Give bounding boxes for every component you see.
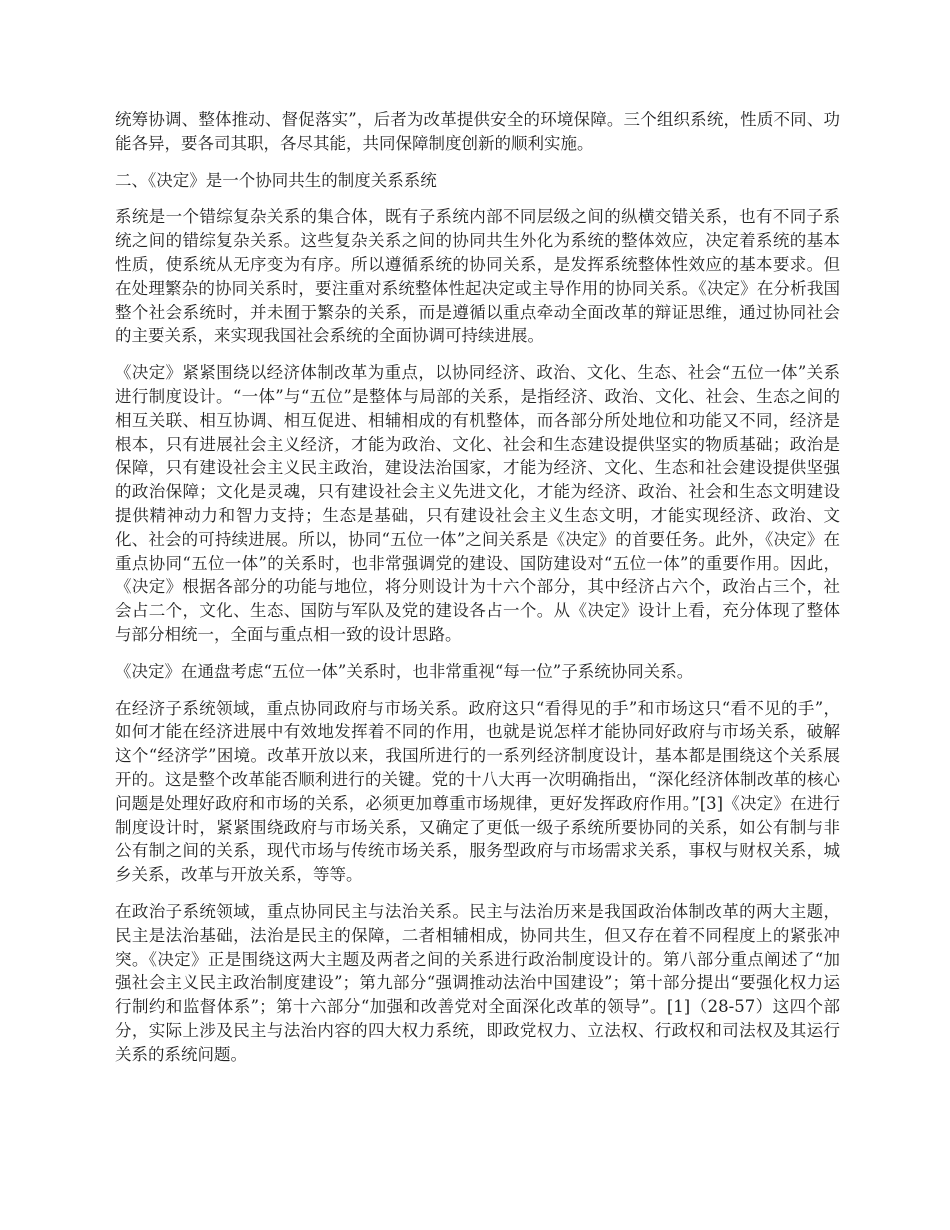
paragraph: 《决定》紧紧围绕以经济体制改革为重点，以协同经济、政治、文化、生态、社会“五位一体”关系进行制度设计。“一体”与“五位”是整体与局部的关系，是指经济、政治、文化、社会、生态之间的相互关联、相互协调、相互促进、相辅相成的有机整体，而各部分所处地位和功能又不同，经济是根本，只有进展社会主义经济，才能为政治、文化、社会和生态建设提供坚实的物质基础；政治是保障，只有建设社会主义民主政治，建设法治国家，才能为经济、文化、生态和社会建设提供坚强的政治保障；文化是灵魂，只有建设社会主义先进文化，才能为经济、政治、社会和生态文明建设提供精神动力和智力支持；生态是基础，只有建设社会主义生态文明，才能实现经济、政治、文化、社会的可持续进展。所以，协同“五位一体”之间关系是《决定》的首要任务。此外，《决定》在重点协同“五位一体”的关系时，也非常强调党的建设、国防建设对“五位一体”的重要作用。因此，《决定》根据各部分的功能与地位，将分则设计为十六个部分，其中经济占六个，政治占三个，社会占二个，文化、生态、国防与军队及党的建设各占一个。从《决定》设计上看，充分体现了整体与部分相统一，全面与重点相一致的设计思路。 <box>115 363 840 644</box>
paragraph: 在经济子系统领域，重点协同政府与市场关系。政府这只“看得见的手”和市场这只“看不见的手”，如何才能在经济进展中有效地发挥着不同的作用，也就是说怎样才能协同好政府与市场关系，破解这个“经济学”困境。改革开放以来，我国所进行的一系列经济制度设计，基本都是围绕这个关系展开的。这是整个改革能否顺利进行的关键。党的十八大再一次明确指出，“深化经济体制改革的核心问题是处理好政府和市场的关系，必须更加尊重市场规律，更好发挥政府作用。”[3]《决定》在进行制度设计时，紧紧围绕政府与市场关系，又确定了更低一级子系统所要协同的关系，如公有制与非公有制之间的关系，现代市场与传统市场关系，服务型政府与市场需求关系，事权与财权关系，城乡关系，改革与开放关系，等等。 <box>115 698 840 885</box>
paragraph: 系统是一个错综复杂关系的集合体，既有子系统内部不同层级之间的纵横交错关系，也有不同子系统之间的错综复杂关系。这些复杂关系之间的协同共生外化为系统的整体效应，决定着系统的基本性质，使系统从无序变为有序。所以遵循系统的协同关系，是发挥系统整体性效应的基本要求。但在处理繁杂的协同关系时，要注重对系统整体性起决定或主导作用的协同关系。《决定》在分析我国整个社会系统时，并未囿于繁杂的关系，而是遵循以重点牵动全面改革的辩证思维，通过协同社会的主要关系，来实现我国社会系统的全面协调可持续进展。 <box>115 207 840 346</box>
document-body <box>115 108 840 1079</box>
paragraph: 在政治子系统领域，重点协同民主与法治关系。民主与法治历来是我国政治体制改革的两大主题，民主是法治基础，法治是民主的保障，二者相辅相成，协同共生，但又存在着不同程度上的紧张冲突。《决定》正是围绕这两大主题及两者之间的关系进行政治制度设计的。第八部分重点阐述了“加强社会主义民主政治制度建设”；第九部分“强调推动法治中国建设”；第十部分提出“要强化权力运行制约和监督体系”；第十六部分“加强和改善党对全面深化改革的领导”。[1]（28-57）这四个部分，实际上涉及民主与法治内容的四大权力系统，即政党权力、立法权、行政权和司法权及其运行关系的系统问题。 <box>115 901 840 1064</box>
paragraph: 《决定》在通盘考虑“五位一体”关系时，也非常重视“每一位”子系统协同关系。 <box>115 661 694 681</box>
section-heading: 二、《决定》是一个协同共生的制度关系系统 <box>115 170 437 190</box>
paragraph: 统筹协调、整体推动、督促落实”，后者为改革提供安全的环境保障。三个组织系统，性质不同、功能各异，要各司其职，各尽其能，共同保障制度创新的顺利实施。 <box>115 110 840 153</box>
